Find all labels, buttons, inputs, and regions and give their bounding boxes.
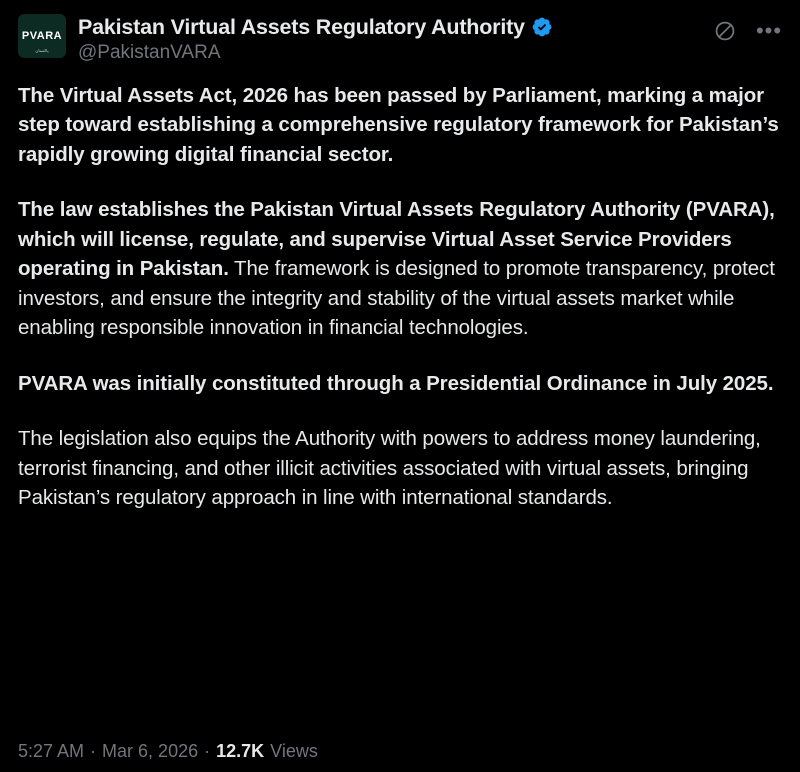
views-label[interactable]: Views [270,741,318,761]
more-dots: ••• [755,18,783,43]
paragraph-2-bold: The law establishes the Pakistan Virtual Assets Regulatory Authority (PVARA), which will license, regulate, and supervise Virtual Asset Service Providers operating in Pakistan. [18,198,775,281]
author-name-row [78,15,700,40]
tweet-meta [18,741,782,762]
avatar-label: PVARA [21,29,63,42]
meta-separator-1: · [90,741,97,761]
avatar[interactable] [18,14,66,58]
views-count[interactable]: 12.7K [216,741,265,761]
tweet-text [18,81,782,725]
tweet-paragraph-1 [18,81,782,170]
tweet-header [18,14,782,65]
tweet-paragraph-4 [18,424,782,513]
post-time: 5:27 AM [18,741,85,761]
header-actions [712,14,782,44]
author-display-name[interactable]: Pakistan Virtual Assets Regulatory Authority [78,15,525,39]
post-date: Mar 6, 2026 [102,741,199,761]
meta-separator-2: · [204,741,211,761]
author-block [78,14,700,65]
more-options-icon[interactable] [756,18,782,44]
paragraph-2-normal: The framework is designed to promote transparency, protect investors, and ensure the integrity and stability of the virtual assets market while enabling responsible innovation in financial technologies. [18,257,775,340]
paragraph-4-normal: The legislation also equips the Authority with powers to address money laundering, terrorist financing, and other illicit activities associated with virtual assets, bringing Pakistan’s regulatory approach in line with international standards. [18,427,761,510]
paragraph-3-bold: PVARA was initially constituted through a Presidential Ordinance in July 2025. [18,371,774,395]
tweet-paragraph-2 [18,195,782,343]
not-interested-icon[interactable] [712,18,738,44]
paragraph-1-bold: The Virtual Assets Act, 2026 has been passed by Parliament, marking a major step toward establishing a comprehensive regulatory framework for Pakistan’s rapidly growing digital financial sector. [18,83,779,166]
avatar-sublabel: پاکستان [35,48,49,53]
author-handle[interactable]: @PakistanVARA [78,41,221,63]
verified-badge-icon [531,16,553,38]
tweet-paragraph-3 [18,369,782,399]
